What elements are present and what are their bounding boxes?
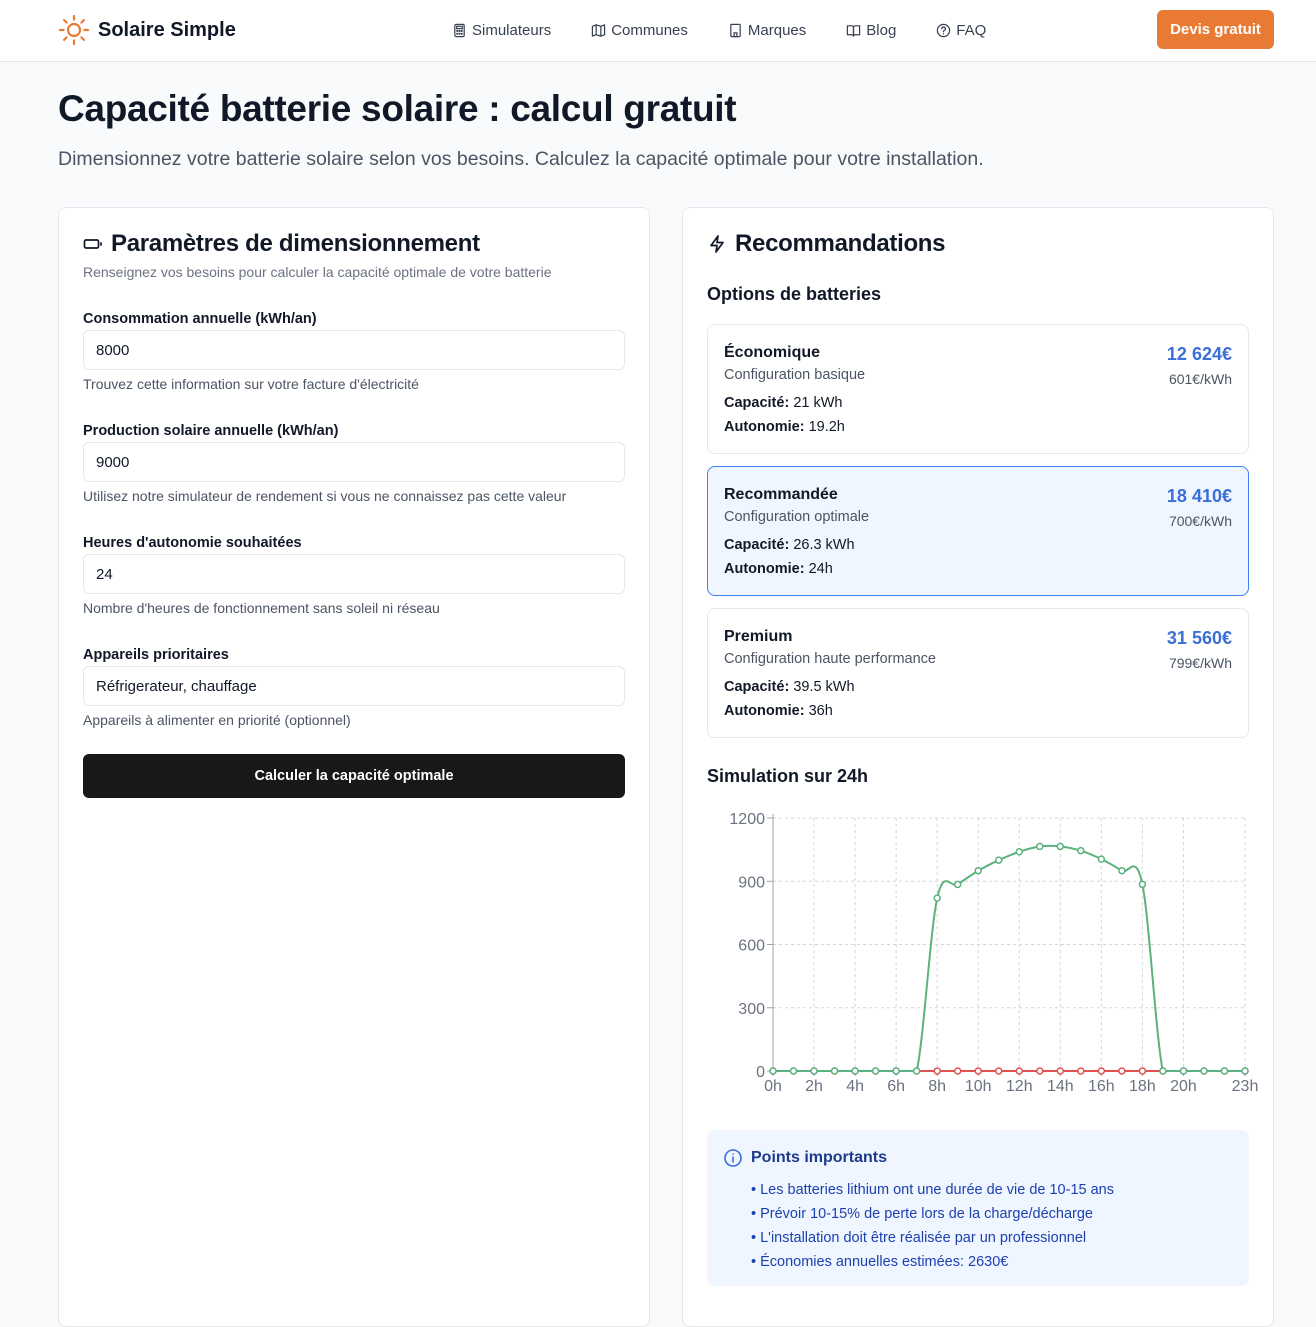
main-nav: [452, 18, 986, 42]
params-title: [83, 230, 480, 258]
x-tick-label: 10h: [964, 1078, 992, 1095]
data-point-production: [791, 1068, 797, 1074]
nav-simulateurs[interactable]: [452, 22, 551, 39]
y-tick-label: 900: [738, 874, 765, 892]
data-point-production: [873, 1068, 879, 1074]
x-tick-label: 12h: [1005, 1078, 1033, 1095]
x-tick-label: 8h: [928, 1078, 947, 1095]
appliances-input[interactable]: [83, 666, 625, 706]
appliances-label: Appareils prioritaires: [83, 647, 229, 663]
autonomy-help: Nombre d'heures de fonctionnement sans soleil ni réseau: [83, 600, 440, 616]
info-item-text: Économies annuelles estimées: 2630€: [760, 1254, 1009, 1270]
capacity-value: 39.5 kWh: [793, 679, 855, 695]
nav-label: Simulateurs: [472, 21, 552, 39]
autonomy-input[interactable]: [83, 554, 625, 594]
x-tick-label: 18h: [1129, 1078, 1156, 1095]
params-card: [58, 207, 650, 1327]
nav-faq[interactable]: [936, 22, 986, 39]
data-point-production: [811, 1068, 817, 1074]
option-subtitle: Configuration basique: [724, 367, 866, 383]
data-point-production: [1119, 868, 1125, 874]
data-point-production: [1180, 1068, 1186, 1074]
data-point-production: [996, 857, 1002, 863]
simulation-chart: [703, 798, 1259, 1098]
data-point-batterie: [1139, 1068, 1145, 1074]
x-tick-label: 4h: [846, 1078, 864, 1095]
data-point-production: [1016, 849, 1022, 855]
x-tick-label: 6h: [887, 1078, 906, 1095]
data-point-batterie: [975, 1068, 981, 1074]
info-item: • Économies annuelles estimées: 2630€: [751, 1254, 1009, 1270]
data-point-production: [975, 868, 981, 874]
nav-communes[interactable]: [591, 22, 688, 39]
capacity-value: 21 kWh: [793, 395, 843, 411]
autonomy-value: 36h: [808, 703, 833, 719]
option-premium[interactable]: [707, 608, 1249, 738]
recommendations-title: [707, 230, 945, 258]
option-price: 12 624€: [1166, 344, 1232, 364]
zap-icon: [707, 234, 727, 254]
x-tick-label: 20h: [1170, 1078, 1197, 1095]
data-point-batterie: [1098, 1068, 1104, 1074]
data-point-production: [1037, 843, 1043, 849]
info-icon: [723, 1148, 743, 1168]
info-title-text: Points importants: [751, 1149, 888, 1166]
capacity-label: Capacité:: [724, 679, 790, 695]
option-name: Recommandée: [724, 486, 838, 503]
series-line-production: [773, 846, 1245, 1071]
production-label: Production solaire annuelle (kWh/an): [83, 423, 339, 439]
data-point-production: [1139, 881, 1145, 887]
nav-label: Blog: [866, 21, 897, 39]
y-tick-label: 1200: [729, 811, 765, 828]
info-item-text: Les batteries lithium ont une durée de vie de 10-15 ans: [760, 1182, 1114, 1198]
calculate-button[interactable]: Calculer la capacité optimale: [83, 754, 625, 798]
battery-options-title: Options de batteries: [707, 284, 882, 304]
brand-name: Solaire Simple: [98, 18, 236, 41]
data-point-batterie: [955, 1068, 961, 1074]
option-price: 18 410€: [1166, 486, 1232, 506]
option-name: Économique: [724, 344, 821, 361]
info-box: [707, 1130, 1249, 1286]
autonomy-value: 19.2h: [808, 419, 845, 435]
data-point-production: [852, 1068, 858, 1074]
map-icon: [591, 23, 606, 38]
y-tick-label: 0: [756, 1064, 765, 1081]
nav-blog[interactable]: [846, 22, 896, 39]
page-title: Capacité batterie solaire : calcul gratuit: [58, 88, 737, 129]
data-point-production: [934, 895, 940, 901]
info-list: [751, 1178, 1114, 1274]
nav-label: Communes: [611, 21, 688, 39]
option-unit-price: 700€/kWh: [1168, 513, 1232, 529]
consumption-label: Consommation annuelle (kWh/an): [83, 311, 317, 327]
x-tick-label: 14h: [1046, 1078, 1074, 1095]
autonomy-label: Heures d'autonomie souhaitées: [83, 535, 302, 551]
data-point-batterie: [996, 1068, 1002, 1074]
data-point-batterie: [934, 1068, 940, 1074]
option-subtitle: Configuration optimale: [724, 509, 870, 525]
option-subtitle: Configuration haute performance: [724, 651, 936, 667]
brand-logo[interactable]: [58, 14, 236, 46]
option-price: 31 560€: [1166, 628, 1232, 648]
option-autonomy: [724, 561, 833, 577]
params-description: Renseignez vos besoins pour calculer la capacité optimale de votre batterie: [83, 264, 552, 280]
data-point-production: [1098, 856, 1104, 862]
nav-label: FAQ: [956, 21, 987, 39]
option-capacity: [724, 679, 855, 695]
data-point-production: [1078, 848, 1084, 854]
capacity-label: Capacité:: [724, 395, 790, 411]
page-subtitle: Dimensionnez votre batterie solaire selon vos besoins. Calculez la capacité optimale pour votre installation.: [58, 148, 984, 170]
data-point-production: [1160, 1068, 1166, 1074]
data-point-batterie: [1078, 1068, 1084, 1074]
building-icon: [728, 23, 743, 38]
capacity-label: Capacité:: [724, 537, 790, 553]
option-unit-price: 799€/kWh: [1168, 655, 1232, 671]
y-tick-label: 600: [738, 937, 765, 955]
appliances-help: Appareils à alimenter en priorité (optionnel): [83, 712, 351, 728]
info-item: • Les batteries lithium ont une durée de vie de 10-15 ans: [751, 1182, 1114, 1198]
data-point-batterie: [1119, 1068, 1125, 1074]
data-point-production: [1201, 1068, 1207, 1074]
nav-marques[interactable]: [728, 22, 806, 39]
data-point-production: [893, 1068, 899, 1074]
data-point-batterie: [1037, 1068, 1043, 1074]
info-item: • Prévoir 10-15% de perte lors de la charge/décharge: [751, 1206, 1094, 1222]
params-title-text: Paramètres de dimensionnement: [111, 230, 480, 257]
x-tick-label: 0h: [764, 1078, 782, 1095]
data-point-batterie: [1057, 1068, 1063, 1074]
option-capacity: [724, 537, 855, 553]
info-title: [723, 1148, 887, 1168]
help-circle-icon: [936, 23, 951, 38]
option-autonomy: [724, 703, 833, 719]
option-recommandee[interactable]: [707, 466, 1249, 596]
sun-icon: [58, 14, 90, 46]
x-tick-label: 23h: [1231, 1078, 1259, 1095]
option-autonomy: [724, 419, 845, 435]
option-name: Premium: [724, 628, 793, 645]
data-point-production: [1221, 1068, 1227, 1074]
consumption-input[interactable]: [83, 330, 625, 370]
data-point-production: [1057, 843, 1063, 849]
calculator-icon: [452, 23, 467, 38]
consumption-help: Trouvez cette information sur votre facture d'électricité: [83, 376, 419, 392]
info-item: • L'installation doit être réalisée par un professionnel: [751, 1230, 1087, 1246]
capacity-value: 26.3 kWh: [793, 537, 855, 553]
data-point-production: [770, 1068, 776, 1074]
option-capacity: [724, 395, 842, 411]
x-tick-label: 16h: [1087, 1078, 1115, 1095]
data-point-production: [1242, 1068, 1248, 1074]
simulation-title: Simulation sur 24h: [707, 766, 869, 786]
autonomy-label: Autonomie:: [724, 561, 805, 577]
data-point-production: [955, 881, 961, 887]
production-help: Utilisez notre simulateur de rendement si vous ne connaissez pas cette valeur: [83, 488, 567, 504]
x-tick-label: 2h: [805, 1078, 823, 1095]
data-point-production: [914, 1068, 920, 1074]
info-item-text: Prévoir 10-15% de perte lors de la charge/décharge: [760, 1206, 1094, 1222]
y-tick-label: 300: [738, 1000, 765, 1018]
book-icon: [846, 23, 861, 38]
top-header: [0, 0, 1316, 62]
autonomy-label: Autonomie:: [724, 703, 805, 719]
free-quote-button[interactable]: Devis gratuit: [1157, 10, 1274, 49]
autonomy-value: 24h: [808, 561, 833, 577]
option-unit-price: 601€/kWh: [1168, 371, 1232, 387]
data-point-batterie: [1016, 1068, 1022, 1074]
battery-icon: [83, 234, 103, 254]
data-point-production: [832, 1068, 838, 1074]
production-input[interactable]: [83, 442, 625, 482]
info-item-text: L'installation doit être réalisée par un professionnel: [760, 1230, 1087, 1246]
nav-label: Marques: [747, 21, 807, 39]
option-economique[interactable]: [707, 324, 1249, 454]
recommendations-card: [682, 207, 1274, 1327]
recommendations-title-text: Recommandations: [735, 230, 946, 257]
autonomy-label: Autonomie:: [724, 419, 805, 435]
